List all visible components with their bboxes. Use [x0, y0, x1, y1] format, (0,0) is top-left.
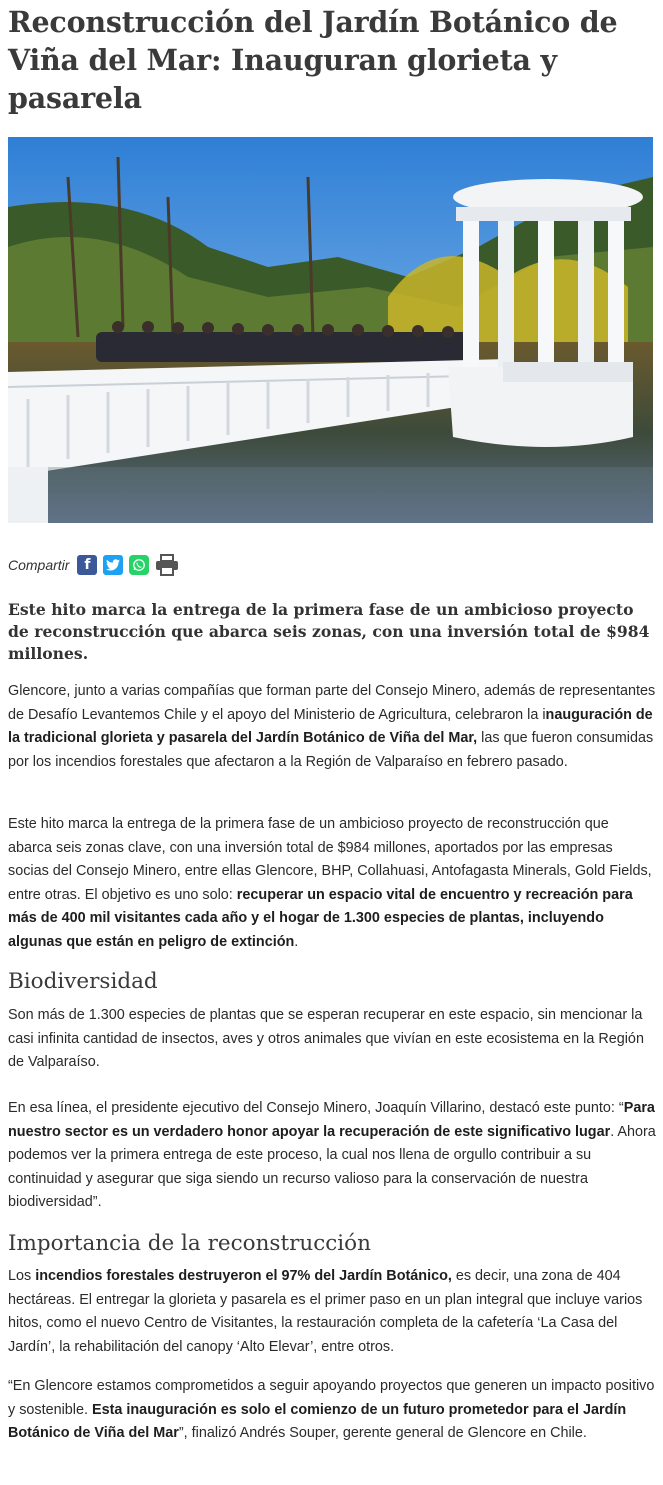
p5-text-a: Los [8, 1268, 36, 1284]
p5-text-c: es decir, una zona de 404 hectáreas. El entregar la glorieta y pasarela es el primer paso en un plan integral que incluye varios hitos, como el nuevo Centro de Visitantes, la restauración completa de la cafetería ‘La Casa del Jardín’, la rehabilitación del canopy ‘Alto Elevar’, entre otros. [8, 1268, 643, 1355]
paragraph-5 [8, 1265, 656, 1359]
heading-importancia: Importancia de la reconstrucción [8, 1231, 371, 1256]
p2-text-a: Este hito marca la entrega de la primera fase de un ambicioso proyecto de reconstrucción que abarca seis zonas clave, con una inversión total de $984 millones, aportados por las empresas socias del Consejo Minero, entre ellas Glencore, BHP, Collahuasi, Antofagasta Minerals, Gold Fields, entre otras. El objetivo es uno solo: [8, 816, 652, 903]
p2-text-b: recuperar un espacio vital de encuentro y recreación para más de 400 mil visitantes cada año y el hogar de 1.300 especies de plantas, incluyendo algunas que están en peligro de extinción [8, 886, 633, 950]
paragraph-3: Son más de 1.300 especies de plantas que se esperan recuperar en este espacio, sin mencionar la casi infinita cantidad de insectos, aves y otros animales que vivían en este ecosistema en la Región de Valparaíso. [8, 1007, 644, 1070]
p4-text-a: En esa línea, el presidente ejecutivo del Consejo Minero, Joaquín Villarino, destacó este punto: “ [8, 1100, 624, 1116]
whatsapp-icon[interactable] [129, 555, 149, 575]
share-label: Compartir [8, 557, 70, 573]
paragraph-4 [8, 1097, 656, 1215]
p1-text-a: Glencore, junto a varias compañías que forman parte del Consejo Minero, además de representantes de Desafío Levantemos Chile y el apoyo del Ministerio de Agricultura, celebraron la i [8, 683, 656, 723]
p4-text-c: . Ahora podemos ver la primera entrega de este proceso, la cual nos llena de orgullo contribuir a su continuidad y asegurar que siga siendo un recurso valioso para la conservación de nuestra biodiversidad”. [8, 1123, 656, 1210]
facebook-icon[interactable]: f [77, 555, 97, 575]
paragraph-2 [8, 813, 656, 954]
p6-text-c: ”, finalizó Andrés Souper, gerente general de Glencore en Chile. [178, 1425, 587, 1441]
article-photo [8, 137, 653, 523]
p1-text-c: las que fueron consumidas por los incendios forestales que afectaron a la Región de Valparaíso en febrero pasado. [8, 730, 654, 770]
p4-text-b: Para nuestro sector es un verdadero honor apoyar la recuperación de este significativo lugar [8, 1100, 655, 1140]
p6-text-a: “En Glencore estamos comprometidos a seguir apoyando proyectos que generen un impacto positivo y sostenible. [8, 1378, 655, 1418]
article-lead: Este hito marca la entrega de la primera fase de un ambicioso proyecto de reconstrucción que abarca seis zonas, con una inversión total de $984 millones. [8, 600, 650, 663]
print-icon[interactable] [155, 555, 179, 575]
paragraph-1 [8, 680, 656, 774]
p6-text-b: Esta inauguración es solo el comienzo de un futuro prometedor para el Jardín Botánico de Viña del Mar [8, 1401, 627, 1441]
p2-text-c: . [294, 933, 299, 950]
article-title: Reconstrucción del Jardín Botánico de Viña del Mar: Inauguran glorieta y pasarela [8, 5, 618, 115]
paragraph-6 [8, 1375, 656, 1446]
heading-biodiversidad: Biodiversidad [8, 969, 158, 994]
twitter-icon[interactable] [103, 555, 123, 575]
p5-text-b: incendios forestales destruyeron el 97% del Jardín Botánico, [35, 1268, 452, 1284]
p1-text-b: nauguración de la tradicional glorieta y pasarela del Jardín Botánico de Viña del Mar, [8, 706, 653, 746]
share-bar [8, 553, 185, 577]
